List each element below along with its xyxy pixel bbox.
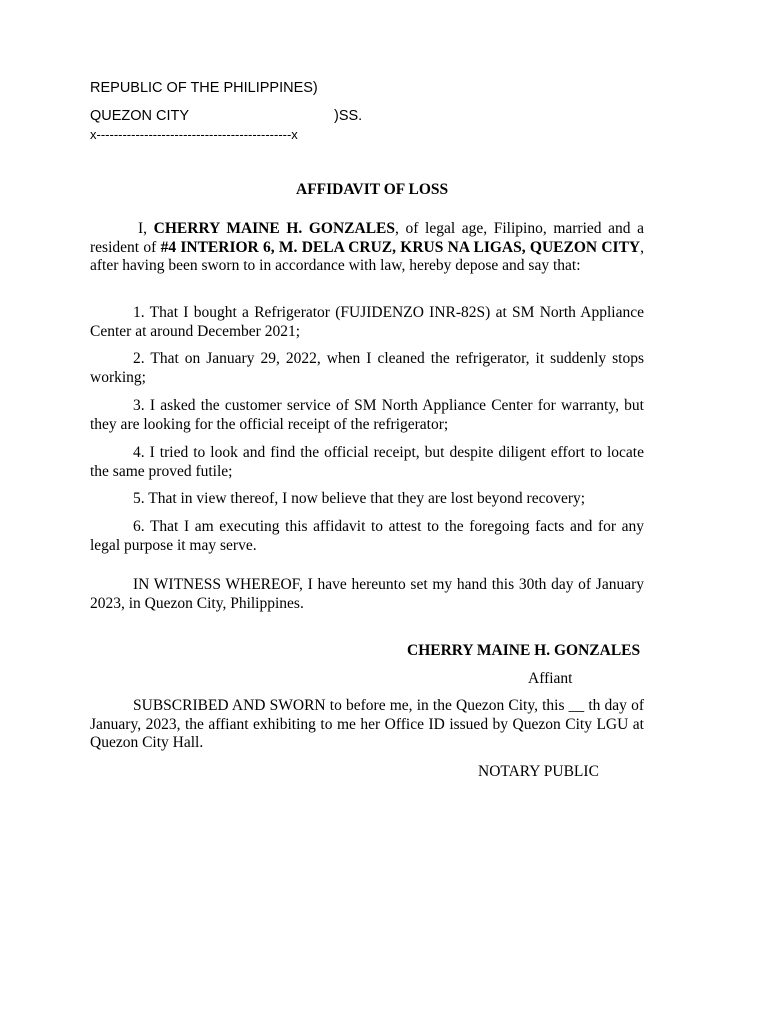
header-republic: REPUBLIC OF THE PHILIPPINES) xyxy=(90,80,318,96)
document-title: AFFIDAVIT OF LOSS xyxy=(296,181,449,198)
signature-name: CHERRY MAINE H. GONZALES xyxy=(407,642,641,659)
notary-public: NOTARY PUBLIC xyxy=(478,763,599,780)
header-city: QUEZON CITY xyxy=(90,108,190,124)
witness-text: IN WITNESS WHEREOF, I have hereunto set my hand this 30th day of January 2023, in Quezon City, Philippines. xyxy=(90,576,644,612)
header-separator: x---------------------------------------------x xyxy=(90,127,298,142)
intro-paragraph xyxy=(90,220,644,276)
jurat-text: SUBSCRIBED AND SWORN to before me, in the Quezon City, this __ th day of January, 2023, the affiant exhibiting to me her Office ID issued by Quezon City LGU at Quezon City Hall. xyxy=(90,697,644,751)
header-ss: )SS. xyxy=(334,108,363,124)
item-5 xyxy=(90,490,644,509)
signature-role: Affiant xyxy=(528,670,573,687)
intro-text-3: , after having been sworn to in accordance with law, hereby depose and say that: xyxy=(90,238,644,274)
item-3-text: 3. I asked the customer service of SM North Appliance Center for warranty, but they are looking for the official receipt of the refrigerator; xyxy=(90,397,644,433)
affiant-name-intro: CHERRY MAINE H. GONZALES xyxy=(153,220,395,237)
intro-text-2: , of legal age, Filipino, married and a resident of xyxy=(90,220,644,256)
witness-paragraph xyxy=(90,576,644,613)
intro-text-1: I, xyxy=(138,220,154,237)
item-5-text: 5. That in view thereof, I now believe that they are lost beyond recovery; xyxy=(133,490,586,507)
item-6 xyxy=(90,518,644,555)
item-4 xyxy=(90,444,644,481)
item-1-text: 1. That I bought a Refrigerator (FUJIDENZO INR-82S) at SM North Appliance Center at around December 2021; xyxy=(90,304,644,340)
affiant-address: #4 INTERIOR 6, M. DELA CRUZ, KRUS NA LIGAS, QUEZON CITY xyxy=(160,238,641,256)
item-2 xyxy=(90,350,644,387)
item-3 xyxy=(90,397,644,434)
item-2-text: 2. That on January 29, 2022, when I cleaned the refrigerator, it suddenly stops working; xyxy=(90,350,644,386)
item-4-text: 4. I tried to look and find the official receipt, but despite diligent effort to locate the same proved futile; xyxy=(90,444,644,480)
item-1 xyxy=(90,304,644,341)
jurat-paragraph xyxy=(90,697,644,753)
item-6-text: 6. That I am executing this affidavit to attest to the foregoing facts and for any legal purpose it may serve. xyxy=(90,518,644,554)
